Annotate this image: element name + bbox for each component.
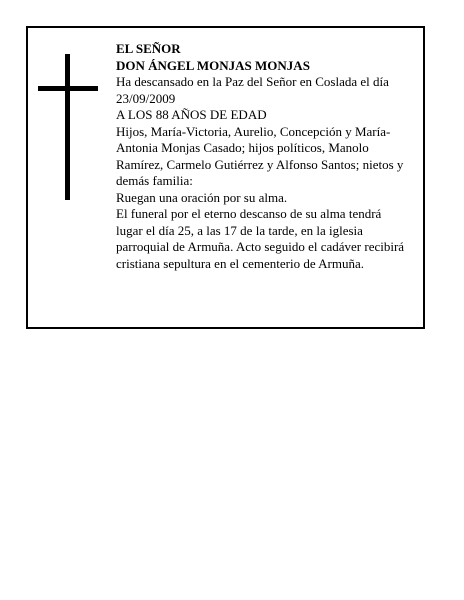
cross-icon: [38, 54, 98, 200]
cross-vertical-bar: [65, 54, 70, 200]
death-statement: Ha descansado en la Paz del Señor en Coslada el día: [116, 74, 389, 89]
family-line-2: Antonia Monjas Casado; hijos políticos, Manolo: [116, 140, 369, 155]
funeral-line-1: El funeral por el eterno descanso de su alma tendrá: [116, 206, 382, 221]
age-line: A LOS 88 AÑOS DE EDAD: [116, 107, 267, 122]
title-line: EL SEÑOR: [116, 41, 181, 56]
obituary-notice: [26, 26, 425, 329]
notice-text: [116, 41, 422, 272]
deceased-name: DON ÁNGEL MONJAS MONJAS: [116, 57, 310, 73]
family-line-4: demás familia:: [116, 173, 193, 188]
funeral-line-2: lugar el día 25, a las 17 de la tarde, en la iglesia: [116, 222, 363, 238]
prayer-request: Ruegan una oración por su alma.: [116, 189, 288, 205]
funeral-line-3: parroquial de Armuña. Acto seguido el cadáver recibirá: [116, 239, 405, 254]
death-date: 23/09/2009: [116, 90, 176, 106]
family-line-3: Ramírez, Carmelo Gutiérrez y Alfonso Santos; nietos y: [116, 156, 404, 172]
funeral-line-4: cristiana sepultura en el cementerio de Armuña.: [116, 255, 364, 271]
cross-horizontal-bar: [38, 86, 98, 91]
family-line-1: Hijos, María-Victoria, Aurelio, Concepción y María-: [116, 123, 391, 139]
